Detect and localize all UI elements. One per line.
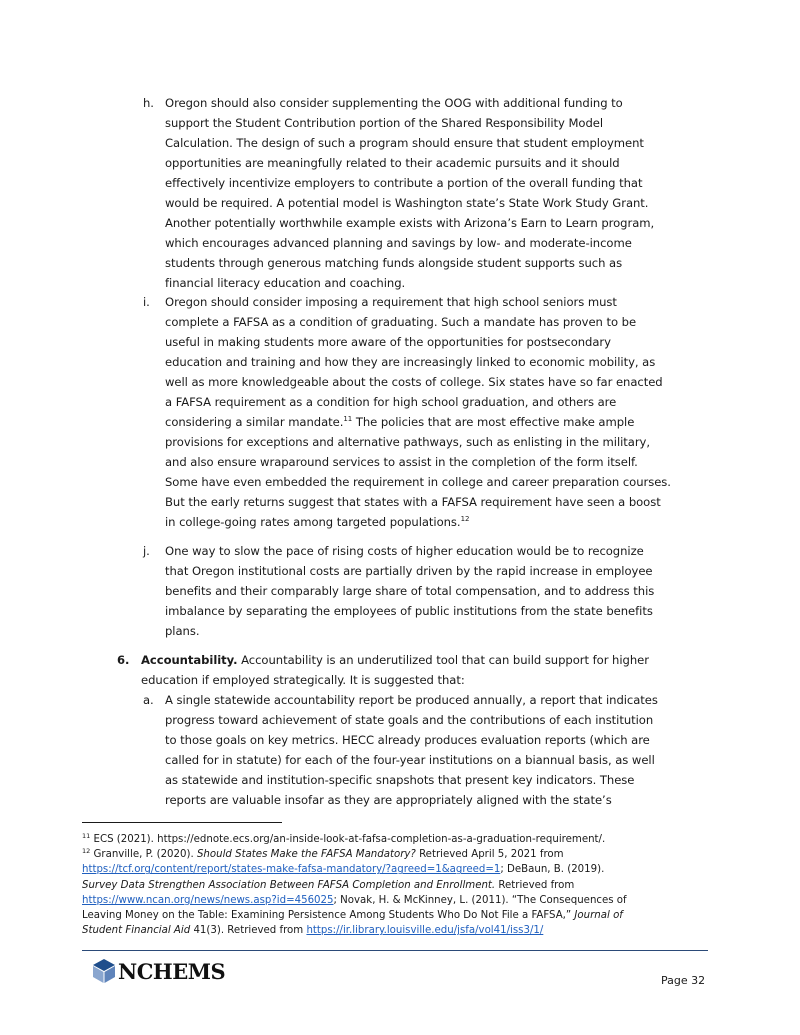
footnote-line — [82, 862, 722, 877]
footnote-number: 12 — [82, 847, 91, 856]
text-line: Oregon should also consider supplementing the OOG with additional funding to — [165, 96, 623, 110]
footnote-line — [82, 893, 722, 908]
footnote-line — [82, 923, 722, 938]
footnote-separator — [82, 822, 282, 823]
text-line: support the Student Contribution portion of the Shared Responsibility Model — [165, 116, 604, 130]
page-number: Page 32 — [661, 974, 706, 987]
text-line: Calculation. The design of such a program should ensure that student employment — [165, 136, 644, 150]
footer-divider — [82, 950, 708, 951]
text-line: education and training and how they are increasingly linked to economic mobility, as — [165, 355, 656, 369]
footnote-12 — [82, 847, 722, 862]
footnote-text: ECS (2021). https://ednote.ecs.org/an-inside-look-at-fafsa-completion-as-a-graduation-requirement/. — [90, 834, 606, 845]
text-line: complete a FAFSA as a condition of graduating. Such a mandate has proven to be — [165, 315, 637, 329]
text-line: provisions for exceptions and alternative pathways, such as enlisting in the military, — [165, 435, 651, 449]
text-line: a FAFSA requirement as a condition for high school graduation, and others are — [165, 395, 617, 409]
list-item-text — [141, 650, 649, 690]
list-item-text — [165, 93, 654, 293]
text-line: Another potentially worthwhile example exists with Arizona’s Earn to Learn program, — [165, 216, 655, 230]
text-segment: 41(3). Retrieved from — [190, 925, 307, 937]
text-line: benefits and their comparably large share of total compensation, and to address this — [165, 584, 655, 598]
text-line: useful in making students more aware of the opportunities for postsecondary — [165, 335, 611, 349]
text-segment: ; Novak, H. & McKinney, L. (2011). “The Consequences of — [333, 894, 627, 906]
text-line: But the early returns suggest that states with a FAFSA requirement have seen a boost — [165, 495, 661, 509]
logo-text: NCHEMS — [118, 958, 226, 984]
text-line: which encourages advanced planning and savings by low- and moderate-income — [165, 236, 632, 250]
text-segment: in college-going rates among targeted populations. — [165, 515, 461, 529]
footnote-11 — [82, 832, 722, 847]
text-segment: Granville, P. (2020). — [90, 849, 197, 861]
text-line: reports are valuable insofar as they are appropriately aligned with the state’s — [165, 793, 612, 807]
list-item-text — [165, 292, 671, 532]
text-line: opportunities are meaningfully related to their academic pursuits and it should — [165, 156, 620, 170]
list-marker: i. — [143, 295, 150, 309]
text-line: A single statewide accountability report be produced annually, a report that indicates — [165, 693, 658, 707]
text-line: plans. — [165, 624, 200, 638]
list-item-text — [165, 541, 654, 641]
text-line: education if employed strategically. It is suggested that: — [141, 673, 465, 687]
text-segment: ; DeBaun, B. (2019). — [500, 864, 605, 876]
citation-title: Survey Data Strengthen Association Between FAFSA Completion and Enrollment. — [82, 879, 496, 891]
text-line: would be required. A potential model is Washington state’s State Work Study Grant. — [165, 196, 649, 210]
section-heading: Accountability. — [141, 653, 238, 667]
text-segment: Retrieved April 5, 2021 from — [415, 849, 564, 861]
list-item-text — [165, 690, 658, 810]
text-line: progress toward achievement of state goals and the contributions of each institution — [165, 713, 654, 727]
text-line: that Oregon institutional costs are partially driven by the rapid increase in employee — [165, 564, 653, 578]
journal-title: Journal of — [574, 910, 623, 922]
text-line: and also ensure wraparound services to assist in the completion of the form itself. — [165, 455, 638, 469]
journal-title: Student Financial Aid — [82, 925, 191, 937]
citation-title: Should States Make the FAFSA Mandatory? — [196, 849, 416, 861]
list-marker: 6. — [117, 653, 130, 667]
footnote-line — [82, 908, 722, 923]
citation-link-tcf[interactable]: https://tcf.org/content/report/states-make-fafsa-mandatory/?agreed=1&agreed=1 — [82, 864, 501, 876]
list-marker: j. — [143, 544, 150, 558]
footnote-ref-11[interactable]: 11 — [343, 415, 353, 423]
text-line — [165, 512, 671, 532]
footnote-ref-12[interactable]: 12 — [460, 515, 470, 523]
footnotes — [82, 832, 722, 938]
list-marker: a. — [143, 693, 154, 707]
text-line: Oregon should consider imposing a requirement that high school seniors must — [165, 295, 617, 309]
list-marker: h. — [143, 96, 154, 110]
text-line: called for in statute) for each of the four-year institutions on a biannual basis, as well — [165, 753, 655, 767]
text-line: well as more knowledgeable about the costs of college. Six states have so far enacted — [165, 375, 663, 389]
citation-link-ncan[interactable]: https://www.ncan.org/news/news.asp?id=456025 — [82, 894, 334, 906]
text-line: as statewide and institution-specific snapshots that present key indicators. These — [165, 773, 635, 787]
text-line — [141, 650, 649, 670]
text-segment: The policies that are most effective make ample — [352, 415, 635, 429]
cube-icon — [92, 958, 116, 984]
text-segment: Leaving Money on the Table: Examining Persistence Among Students Who Do Not File a FAFSA,” — [82, 910, 575, 922]
text-line: Some have even embedded the requirement in college and career preparation courses. — [165, 475, 671, 489]
text-line: imbalance by separating the employees of public institutions from the state benefits — [165, 604, 653, 618]
footnote-number: 11 — [82, 832, 91, 840]
text-line: effectively incentivize employers to contribute a portion of the overall funding that — [165, 176, 643, 190]
text-line: students through generous matching funds alongside student supports such as — [165, 256, 623, 270]
text-line — [165, 412, 671, 432]
footnote-line — [82, 878, 722, 893]
text-line: to those goals on key metrics. HECC already produces evaluation reports (which are — [165, 733, 650, 747]
text-line: One way to slow the pace of rising costs of higher education would be to recognize — [165, 544, 644, 558]
text-segment: Accountability is an underutilized tool that can build support for higher — [237, 653, 649, 667]
nchems-logo — [92, 958, 225, 984]
text-segment: considering a similar mandate. — [165, 415, 344, 429]
citation-link-louisville[interactable]: https://ir.library.louisville.edu/jsfa/vol41/iss3/1/ — [306, 925, 544, 937]
text-segment: Retrieved from — [495, 879, 575, 891]
text-line: financial literacy education and coaching. — [165, 276, 406, 290]
